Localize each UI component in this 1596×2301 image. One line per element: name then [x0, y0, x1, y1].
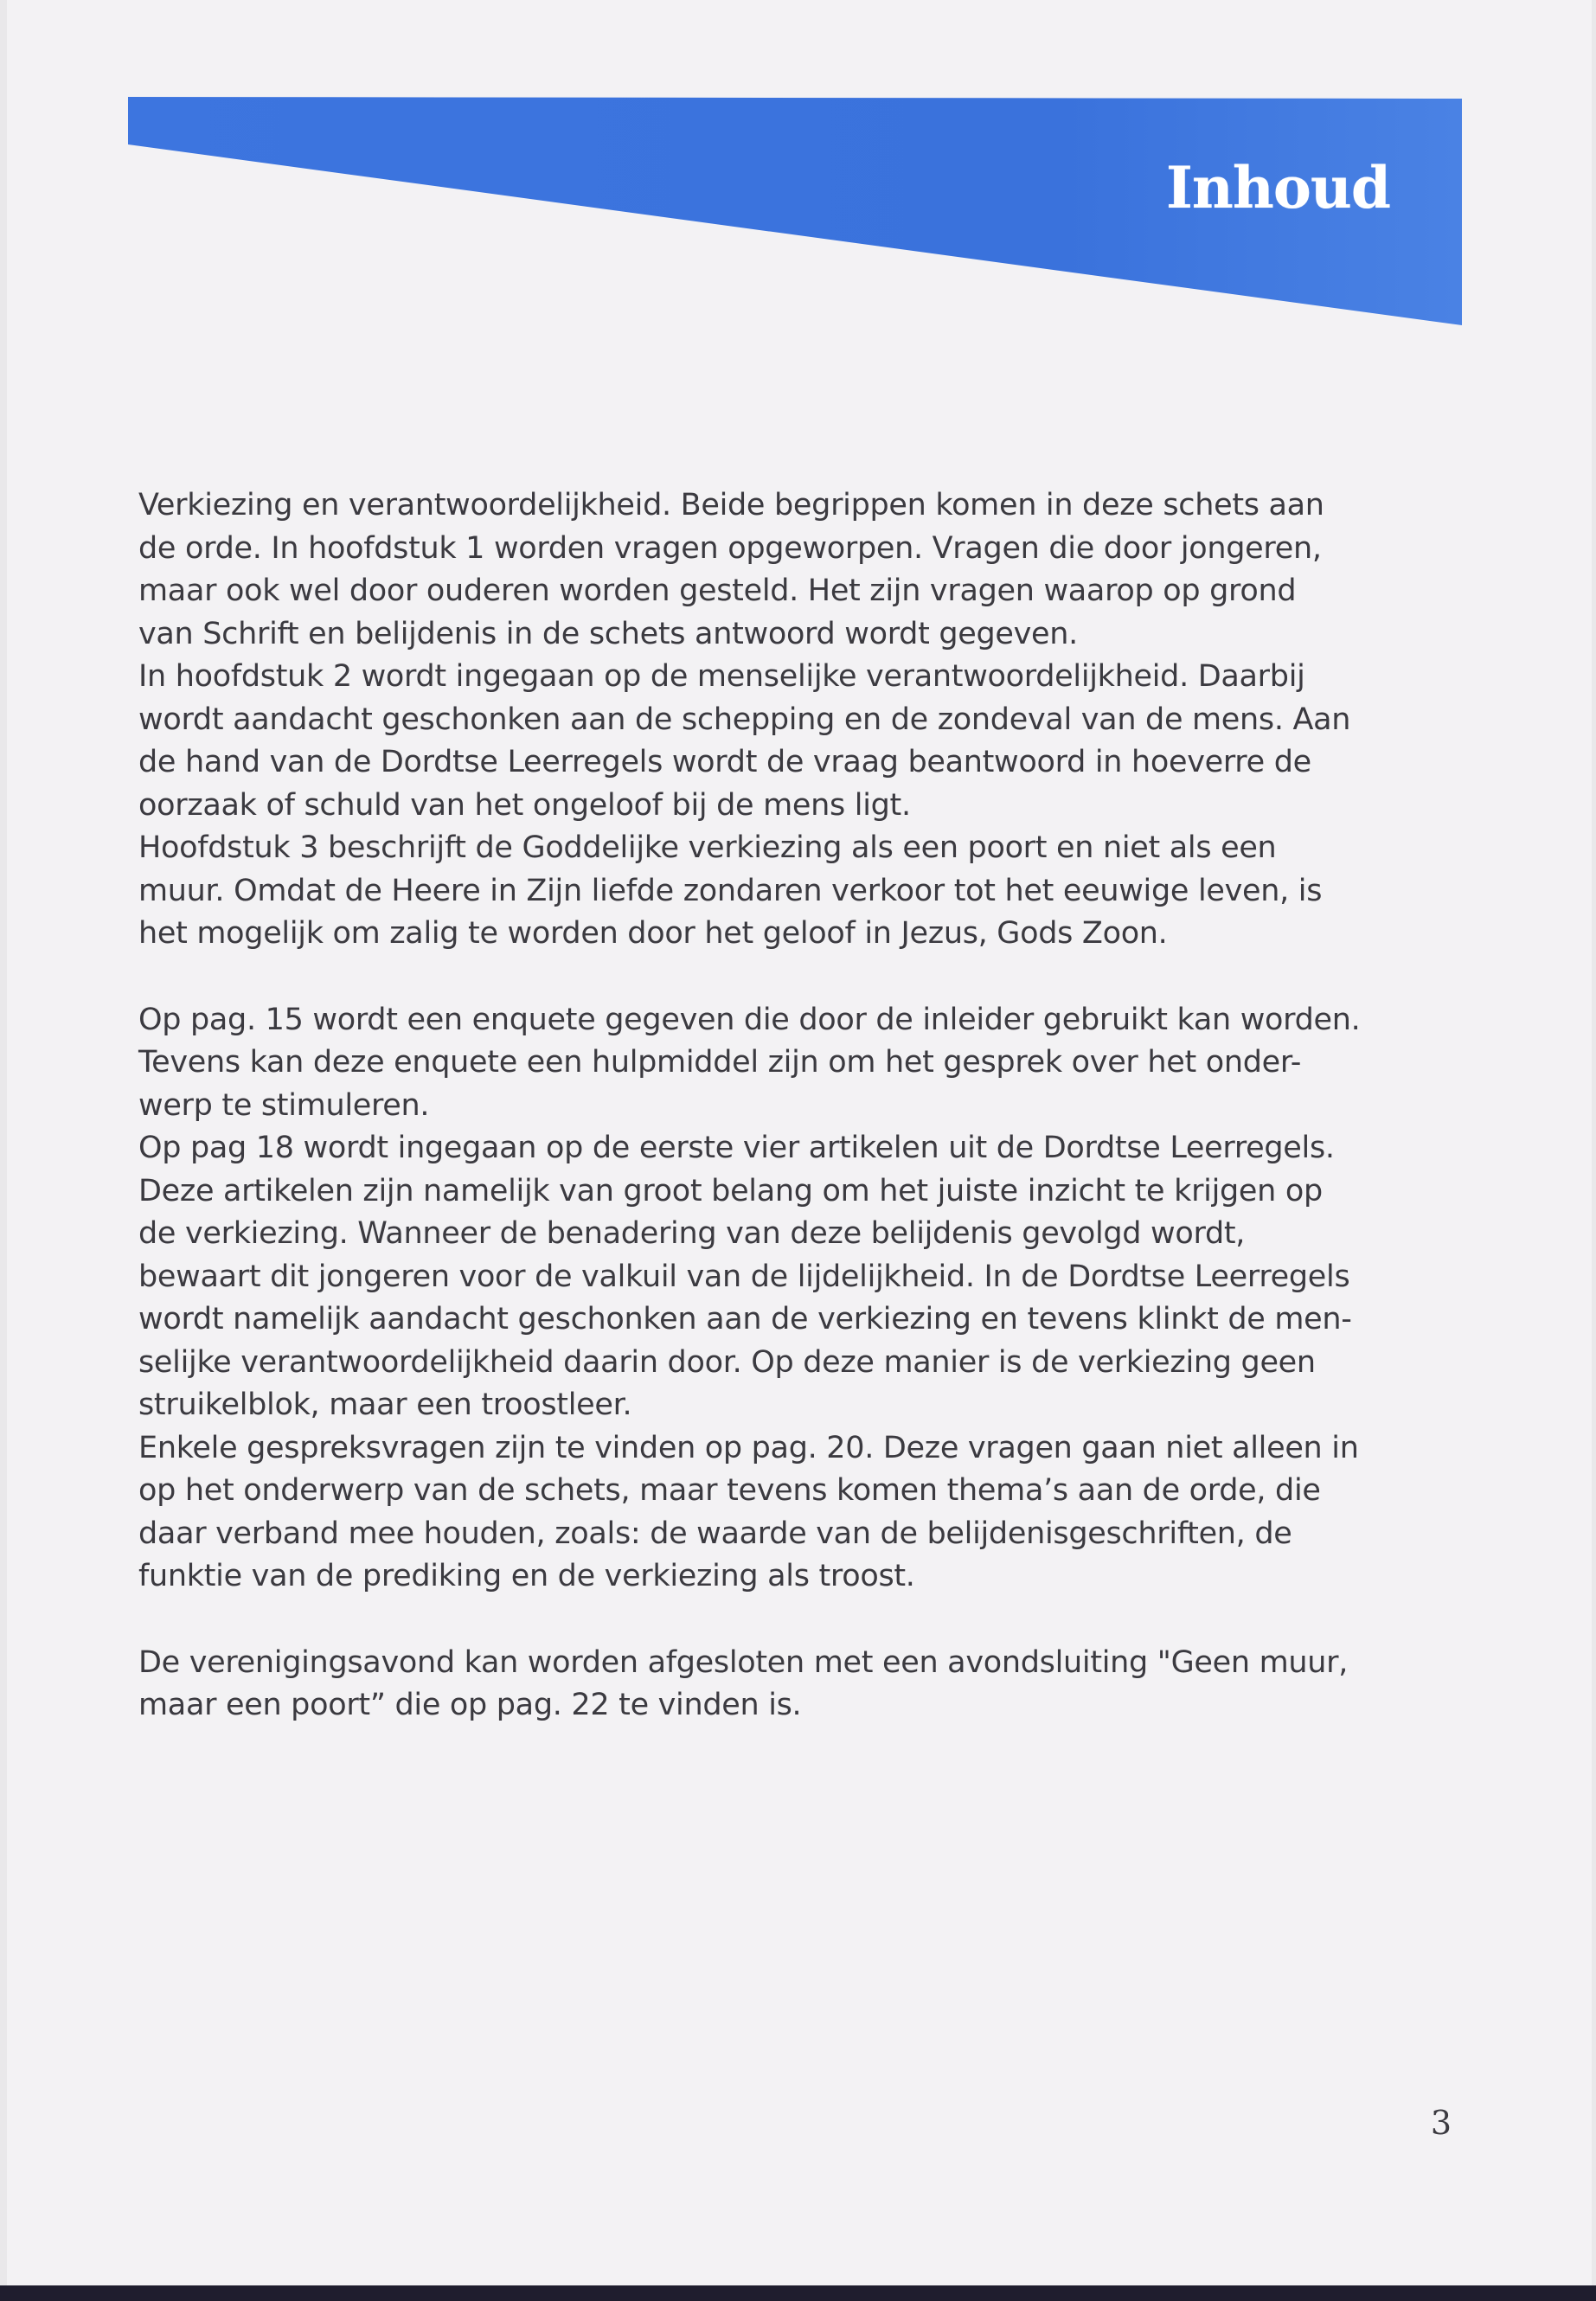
- text-line: het mogelijk om zalig te worden door het geloof in Jezus, Gods Zoon.: [138, 916, 1168, 951]
- text-line: Enkele gespreksvragen zijn te vinden op pag. 20. Deze vragen gaan niet alleen in: [138, 1430, 1359, 1465]
- paragraph-chapter-3: [138, 827, 1475, 956]
- text-line: muur. Omdat de Heere in Zijn liefde zondaren verkoor tot het eeuwige leven, is: [138, 873, 1323, 908]
- paragraph-leerregels: [138, 1127, 1475, 1427]
- paragraph-chapter-2: [138, 656, 1475, 827]
- text-line: Op pag 18 wordt ingegaan op de eerste vier artikelen uit de Dordtse Leerregels.: [138, 1131, 1335, 1165]
- page-number: 3: [1430, 2104, 1452, 2142]
- paragraph-gespreksvragen: [138, 1427, 1475, 1599]
- text-line: struikelblok, maar een troostleer.: [138, 1388, 632, 1422]
- text-line: oorzaak of schuld van het ongeloof bij de mens ligt.: [138, 787, 911, 823]
- text-line: de verkiezing. Wanneer de benadering van deze belijdenis gevolgd wordt,: [138, 1216, 1246, 1251]
- text-line: funktie van de prediking en de verkiezing als troost.: [138, 1559, 915, 1593]
- text-line: werp te stimuleren.: [138, 1087, 430, 1123]
- text-line: Tevens kan deze enquete een hulpmiddel zijn om het gesprek over het onder-: [138, 1045, 1302, 1080]
- text-line: Hoofdstuk 3 beschrijft de Goddelijke verkiezing als een poort en niet als een: [138, 830, 1277, 865]
- text-line: maar een poort” die op pag. 22 te vinden is.: [138, 1688, 802, 1722]
- paragraph-enquete: [138, 999, 1475, 1128]
- text-line: De verenigingsavond kan worden afgesloten met een avondsluiting "Geen muur,: [138, 1644, 1349, 1680]
- text-line: maar ook wel door ouderen worden gesteld. Het zijn vragen waarop op grond: [138, 574, 1297, 608]
- scan-edge-strip: [0, 2285, 1596, 2301]
- text-line: op het onderwerp van de schets, maar tevens komen thema’s aan de orde, die: [138, 1473, 1321, 1508]
- body-text: [138, 484, 1475, 1727]
- document-page: [7, 0, 1592, 2285]
- text-line: Op pag. 15 wordt een enquete gegeven die door de inleider gebruikt kan worden.: [138, 1002, 1361, 1037]
- text-line: In hoofdstuk 2 wordt ingegaan op de menselijke verantwoordelijkheid. Daarbij: [138, 659, 1305, 694]
- page-title: Inhoud: [1166, 154, 1390, 221]
- text-line: Deze artikelen zijn namelijk van groot belang om het juiste inzicht te krijgen op: [138, 1173, 1323, 1208]
- header-banner: [7, 0, 1592, 346]
- text-line: wordt aandacht geschonken aan de schepping en de zondeval van de mens. Aan: [138, 702, 1351, 737]
- paragraph-gap: [138, 1599, 1475, 1642]
- text-line: de hand van de Dordtse Leerregels wordt de vraag beantwoord in hoeverre de: [138, 745, 1311, 779]
- text-line: bewaart dit jongeren voor de valkuil van de lijdelijkheid. In de Dordtse Leerregels: [138, 1259, 1350, 1294]
- text-line: selijke verantwoordelijkheid daarin door. Op deze manier is de verkiezing geen: [138, 1344, 1316, 1380]
- text-line: van Schrift en belijdenis in de schets antwoord wordt gegeven.: [138, 616, 1079, 651]
- text-line: wordt namelijk aandacht geschonken aan de verkiezing en tevens klinkt de men-: [138, 1302, 1352, 1336]
- paragraph-gap: [138, 956, 1475, 999]
- paragraph-intro: [138, 484, 1475, 656]
- paragraph-avondsluiting: [138, 1642, 1475, 1727]
- text-line: daar verband mee houden, zoals: de waarde van de belijdenisgeschriften, de: [138, 1516, 1292, 1551]
- text-line: de orde. In hoofdstuk 1 worden vragen opgeworpen. Vragen die door jongeren,: [138, 530, 1322, 566]
- text-line: Verkiezing en verantwoordelijkheid. Beide begrippen komen in deze schets aan: [138, 488, 1324, 522]
